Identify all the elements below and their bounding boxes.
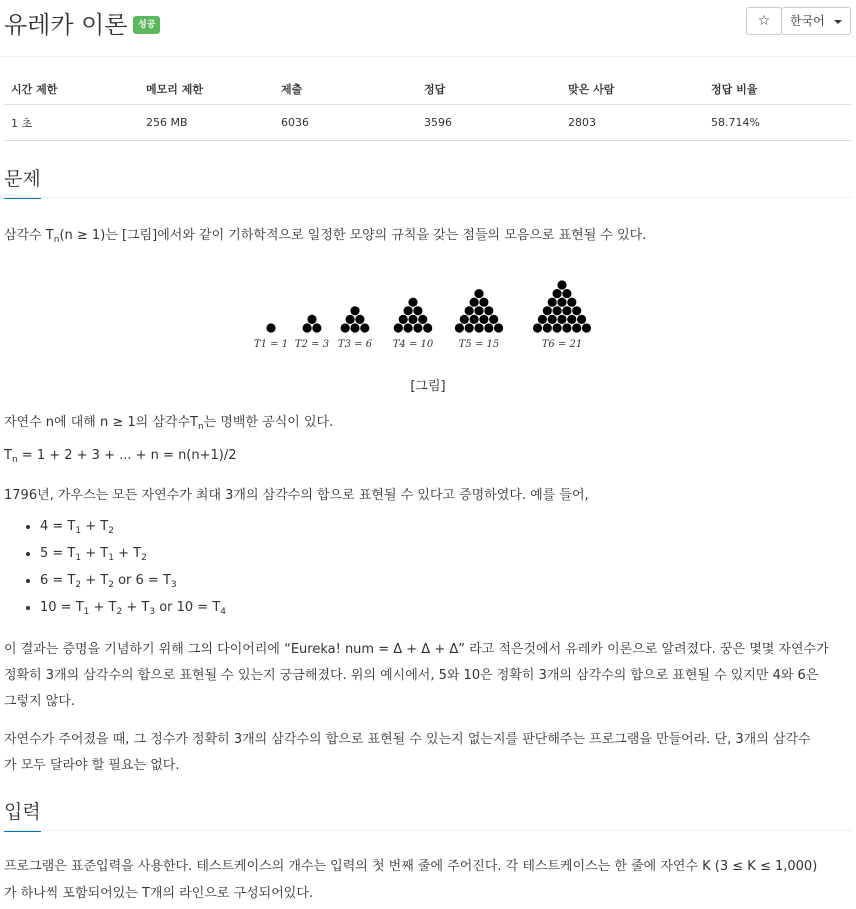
triangle-dot <box>465 306 474 315</box>
triangle-dot <box>350 306 359 315</box>
triangle-dot <box>399 315 408 324</box>
triangle-dot <box>474 289 483 298</box>
language-label: 한국어 <box>790 14 825 28</box>
stats-header: 정답 비율 <box>704 74 851 105</box>
eureka-text-3: 그렇지 않다. <box>4 694 76 709</box>
example-item <box>40 544 226 571</box>
triangle-dot <box>567 298 576 307</box>
examples-list <box>4 517 226 625</box>
figure-label: T5 = 15 <box>458 339 500 350</box>
problem-section-title: 문제 <box>4 164 41 199</box>
example-text: + T <box>122 600 150 615</box>
example-text: + T <box>81 519 109 534</box>
stats-value: 1 초 <box>4 105 139 141</box>
problem-title: 유레카 이론 <box>4 11 128 39</box>
triangle-dot <box>413 323 422 332</box>
triangle-dot <box>404 323 413 332</box>
example-text: 4 = T <box>40 519 76 534</box>
example-text: 6 = T <box>40 573 76 588</box>
triangle-dot <box>408 298 417 307</box>
intro-sub: n <box>53 235 60 245</box>
eureka-text-1: 이 결과는 증명을 기념하기 위해 그의 다이어리에 “Eureka! num = Δ + Δ + Δ” 라고 적은것에서 유레카 이론으로 알려졌다. 꿍은 몇몇 자연수가 <box>4 642 829 657</box>
figure-labels <box>254 339 582 350</box>
triangle-dot <box>543 323 552 332</box>
status-badge: 성공 <box>133 16 160 34</box>
triangle-dot <box>577 315 586 324</box>
triangle-dot <box>538 315 547 324</box>
formula-intro <box>4 411 333 432</box>
formula-intro-sub: n <box>197 422 204 432</box>
triangle-dot <box>572 323 581 332</box>
triangle-dot <box>557 298 566 307</box>
example-text: or 10 = T <box>155 600 221 615</box>
example-sub: 2 <box>108 580 114 590</box>
stats-header-row <box>4 74 851 105</box>
stats-header: 정답 <box>417 74 561 105</box>
stats-header: 제출 <box>274 74 417 105</box>
section-divider <box>4 830 851 831</box>
triangle-dot <box>494 323 503 332</box>
triangle-dot <box>404 306 413 315</box>
triangle-dot <box>394 323 403 332</box>
figure-label: T2 = 3 <box>294 339 330 350</box>
triangle-dot <box>548 315 557 324</box>
stats-value: 6036 <box>274 105 417 141</box>
section-divider <box>4 197 851 198</box>
figure-label: T3 = 6 <box>337 339 373 350</box>
triangle-dot <box>303 323 312 332</box>
triangle-dot <box>460 315 469 324</box>
input-text-1: 프로그램은 표준입력을 사용한다. 테스트케이스의 개수는 입력의 첫 번째 줄에 주어진다. 각 테스트케이스는 한 줄에 자연수 K (3 ≤ K ≤ 1,000) <box>4 859 818 874</box>
example-sub: 1 <box>75 526 82 536</box>
example-text: 10 = T <box>40 600 84 615</box>
triangle-dot <box>557 315 566 324</box>
triangle-dot <box>567 315 576 324</box>
input-text-2: 가 하나씩 포함되어있는 T개의 라인으로 구성되어있다. <box>4 886 314 901</box>
triangle-dot <box>470 315 479 324</box>
language-dropdown[interactable] <box>781 7 851 35</box>
triangle-dot <box>346 315 355 324</box>
triangle-dot <box>553 323 562 332</box>
triangle-dot <box>423 323 432 332</box>
example-sub: 1 <box>83 607 90 617</box>
stats-value: 256 MB <box>139 105 274 141</box>
intro-text: 삼각수 T <box>4 228 54 243</box>
stats-value: 3596 <box>417 105 561 141</box>
example-sub: 4 <box>220 607 226 617</box>
triangle-dot <box>553 306 562 315</box>
example-sub: 3 <box>149 607 156 617</box>
example-text: + T <box>113 546 142 561</box>
stats-header: 메모리 제한 <box>139 74 274 105</box>
example-sub: 3 <box>170 580 177 590</box>
example-text: 5 = T <box>40 546 76 561</box>
example-text: + T <box>81 546 109 561</box>
example-text: + T <box>89 600 117 615</box>
intro-text-rest: (n ≥ 1)는 [그림]에서와 같이 기하학적으로 일정한 모양의 규칙을 갖는 점들의 모음으로 표현될 수 있다. <box>59 228 647 243</box>
star-icon: ☆ <box>757 13 771 29</box>
triangle-dot <box>474 306 483 315</box>
triangle-dot <box>360 323 369 332</box>
figure-dots <box>266 280 591 332</box>
stats-header: 시간 제한 <box>4 74 139 105</box>
triangle-dot <box>408 315 417 324</box>
example-item <box>40 571 226 598</box>
triangle-dot <box>543 306 552 315</box>
example-text: + T <box>81 573 109 588</box>
triangular-numbers-figure <box>250 266 610 356</box>
formula <box>4 448 237 465</box>
triangle-dot <box>548 298 557 307</box>
triangle-dot <box>418 315 427 324</box>
stats-value-row <box>4 105 851 141</box>
example-text: or 6 = T <box>113 573 171 588</box>
triangle-dot <box>479 298 488 307</box>
figure-caption: [그림] <box>410 379 446 394</box>
triangle-dot <box>557 280 566 289</box>
problem-stats-table <box>4 74 851 141</box>
problem-header <box>0 0 856 57</box>
stats-header: 맞은 사람 <box>561 74 704 105</box>
triangle-dot <box>341 323 350 332</box>
triangle-dot <box>484 323 493 332</box>
input-section-title: 입력 <box>4 797 41 832</box>
triangle-dot <box>465 323 474 332</box>
stats-value: 58.714% <box>704 105 851 141</box>
figure-label: T1 = 1 <box>253 339 289 350</box>
triangle-dot <box>413 306 422 315</box>
triangle-dot <box>484 306 493 315</box>
example-sub: 2 <box>75 580 82 590</box>
formula-intro-text: 자연수 n에 대해 n ≥ 1의 삼각수T <box>4 415 198 430</box>
formula-t: T <box>4 448 12 463</box>
triangle-dot <box>562 306 571 315</box>
formula-intro-rest: 는 명백한 공식이 있다. <box>203 415 334 430</box>
triangle-dot <box>553 289 562 298</box>
triangle-dot <box>533 323 542 332</box>
triangle-dot <box>474 323 483 332</box>
triangle-dot <box>572 306 581 315</box>
triangle-dot <box>562 323 571 332</box>
figure-label: T4 = 10 <box>392 339 434 350</box>
triangle-dot <box>479 315 488 324</box>
statement-intro <box>4 224 646 245</box>
triangle-dot <box>312 323 321 332</box>
example-sub: 1 <box>75 553 82 563</box>
triangle-dot <box>266 323 275 332</box>
task-text-2: 가 모두 달라야 할 필요는 없다. <box>4 758 180 773</box>
example-item <box>40 598 226 625</box>
triangle-dot <box>582 323 591 332</box>
example-sub: 2 <box>141 553 147 563</box>
formula-rest: = 1 + 2 + 3 + ... + n = n(n+1)/2 <box>17 448 237 463</box>
triangle-dot <box>470 298 479 307</box>
example-sub: 1 <box>108 553 114 563</box>
triangle-dot <box>355 315 364 324</box>
formula-sub: n <box>11 455 18 465</box>
triangle-dot <box>489 315 498 324</box>
example-sub: 2 <box>116 607 123 617</box>
stats-value: 2803 <box>561 105 704 141</box>
eureka-text-2: 정확히 3개의 삼각수의 합으로 표현될 수 있는지 궁금해졌다. 위의 예시에서, 5와 10은 정확히 3개의 삼각수의 합으로 표현될 수 있지만 4와 6은 <box>4 668 819 683</box>
star-button[interactable] <box>746 7 782 35</box>
triangle-dot <box>455 323 464 332</box>
example-sub: 2 <box>108 526 114 536</box>
triangle-dot <box>307 315 316 324</box>
figure-label: T6 = 21 <box>541 339 583 350</box>
task-text-1: 자연수가 주어졌을 때, 그 정수가 정확히 3개의 삼각수의 합으로 표현될 수 있는지 없는지를 판단해주는 프로그램을 만들어라. 단, 3개의 삼각수 <box>4 732 811 747</box>
triangle-dot <box>562 289 571 298</box>
gauss-text: 1796년, 가우스는 모든 자연수가 최대 3개의 삼각수의 합으로 표현될 수 있다고 증명하였다. 예를 들어, <box>4 488 589 503</box>
example-item <box>40 517 226 544</box>
chevron-down-icon <box>834 20 842 24</box>
triangle-dot <box>350 323 359 332</box>
